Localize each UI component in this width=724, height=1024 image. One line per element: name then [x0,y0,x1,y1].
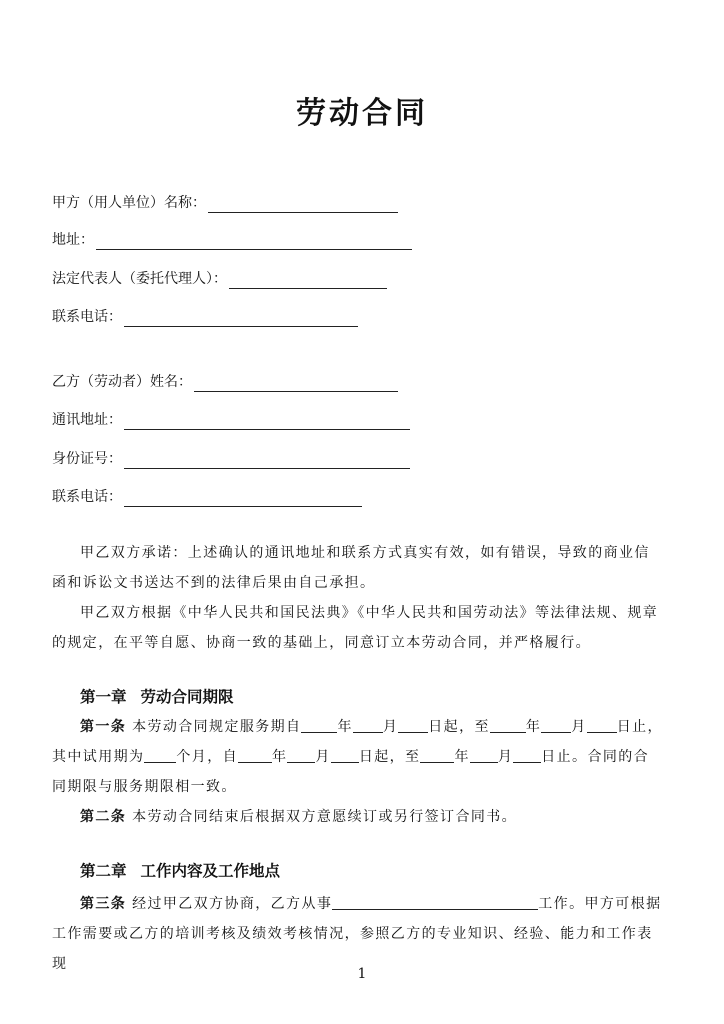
probation-start-year-blank[interactable] [238,746,272,763]
party-a-phone-label: 联系电话： [52,309,122,325]
article-1 [52,712,664,802]
year-label-2: 年 [525,719,542,735]
chapter-1-heading [80,686,234,708]
party-a-rep-label: 法定代表人（委托代理人）： [52,271,227,287]
party-b-address-blank[interactable] [124,415,410,430]
article-3-text-b: 工作。甲方可根据工作需要或乙方的培训考核及绩效考核情况，参照乙方的专业知识、经验、能力和工作表现 [52,896,662,972]
year-label-3: 年 [272,749,288,765]
party-a-name-field [52,193,398,213]
job-title-blank[interactable] [332,893,538,910]
party-a-address-blank[interactable] [96,235,412,250]
party-b-phone-label: 联系电话： [52,489,122,505]
probation-start-month-blank[interactable] [287,746,315,763]
chapter-2-heading [80,860,280,882]
start-day-blank[interactable] [398,716,428,733]
end-month-blank[interactable] [541,716,571,733]
month-label-4: 月 [497,749,514,765]
party-a-name-blank[interactable] [208,198,398,213]
party-b-name-field [52,372,398,392]
article-1-label: 第一条 [80,719,127,735]
party-b-name-blank[interactable] [194,377,398,392]
article-1-text-c: 日止。合同的合同期限与服务期限相一致。 [52,749,650,795]
months-label: 个月，自 [176,749,239,765]
party-b-name-label: 乙方（劳动者）姓名： [52,374,192,390]
article-2-text: 本劳动合同结束后根据双方意愿续订或另行签订合同书。 [132,809,518,825]
month-label-3: 月 [315,749,331,765]
page-number: 1 [357,966,367,982]
month-label: 月 [382,719,399,735]
probation-end-day-blank[interactable] [513,746,541,763]
promise-paragraph-2: 甲乙双方根据《中华人民共和国民法典》《中华人民共和国劳动法》等法律法规、规章的规定，在平等自愿、协商一致的基础上，同意订立本劳动合同，并严格履行。 [52,605,659,651]
start-month-blank[interactable] [353,716,383,733]
party-b-id-field [52,449,410,469]
day-from-label-2: 日起，至 [358,749,421,765]
party-a-phone-blank[interactable] [124,312,358,327]
document-title: 劳动合同 [296,96,428,131]
party-b-id-label: 身份证号： [52,451,122,467]
probation-months-blank[interactable] [144,746,176,763]
party-a-address-field [52,230,412,250]
party-b-address-label: 通讯地址： [52,412,122,428]
day-from-label: 日起，至 [428,719,490,735]
party-a-address-label: 地址： [52,232,94,248]
probation-start-day-blank[interactable] [331,746,359,763]
article-3-label: 第三条 [80,896,127,912]
party-a-phone-field [52,307,358,327]
chapter-2-title: 工作内容及工作地点 [140,862,281,880]
probation-end-year-blank[interactable] [420,746,454,763]
party-b-phone-field [52,487,362,507]
chapter-1-body [52,712,664,832]
party-b-phone-blank[interactable] [124,492,362,507]
end-day-blank[interactable] [587,716,617,733]
chapter-2-number: 第二章 [80,862,127,880]
probation-end-month-blank[interactable] [470,746,498,763]
year-label: 年 [337,719,353,735]
party-b-address-field [52,410,410,430]
article-1-text-a: 本劳动合同规定服务期自 [132,719,302,735]
party-a-rep-blank[interactable] [229,274,387,289]
article-2-label: 第二条 [80,809,127,825]
article-1-text-b: 其中试用期为 [52,749,145,765]
promise-section [52,538,664,658]
day-to-label: 日止， [616,719,663,735]
party-b-id-blank[interactable] [124,454,410,469]
promise-paragraph-1: 甲乙双方承诺：上述确认的通讯地址和联系方式真实有效，如有错误，导致的商业信函和诉讼文书送达不到的法律后果由自己承担。 [52,545,650,591]
start-year-blank[interactable] [301,716,337,733]
year-label-4: 年 [454,749,470,765]
party-a-rep-field [52,269,387,289]
chapter-1-title: 劳动合同期限 [140,688,234,706]
article-3-text-a: 经过甲乙双方协商，乙方从事 [132,896,333,912]
chapter-1-number: 第一章 [80,688,127,706]
party-a-name-label: 甲方（用人单位）名称： [52,195,206,211]
end-year-blank[interactable] [490,716,526,733]
article-2 [52,802,664,832]
month-label-2: 月 [571,719,587,735]
